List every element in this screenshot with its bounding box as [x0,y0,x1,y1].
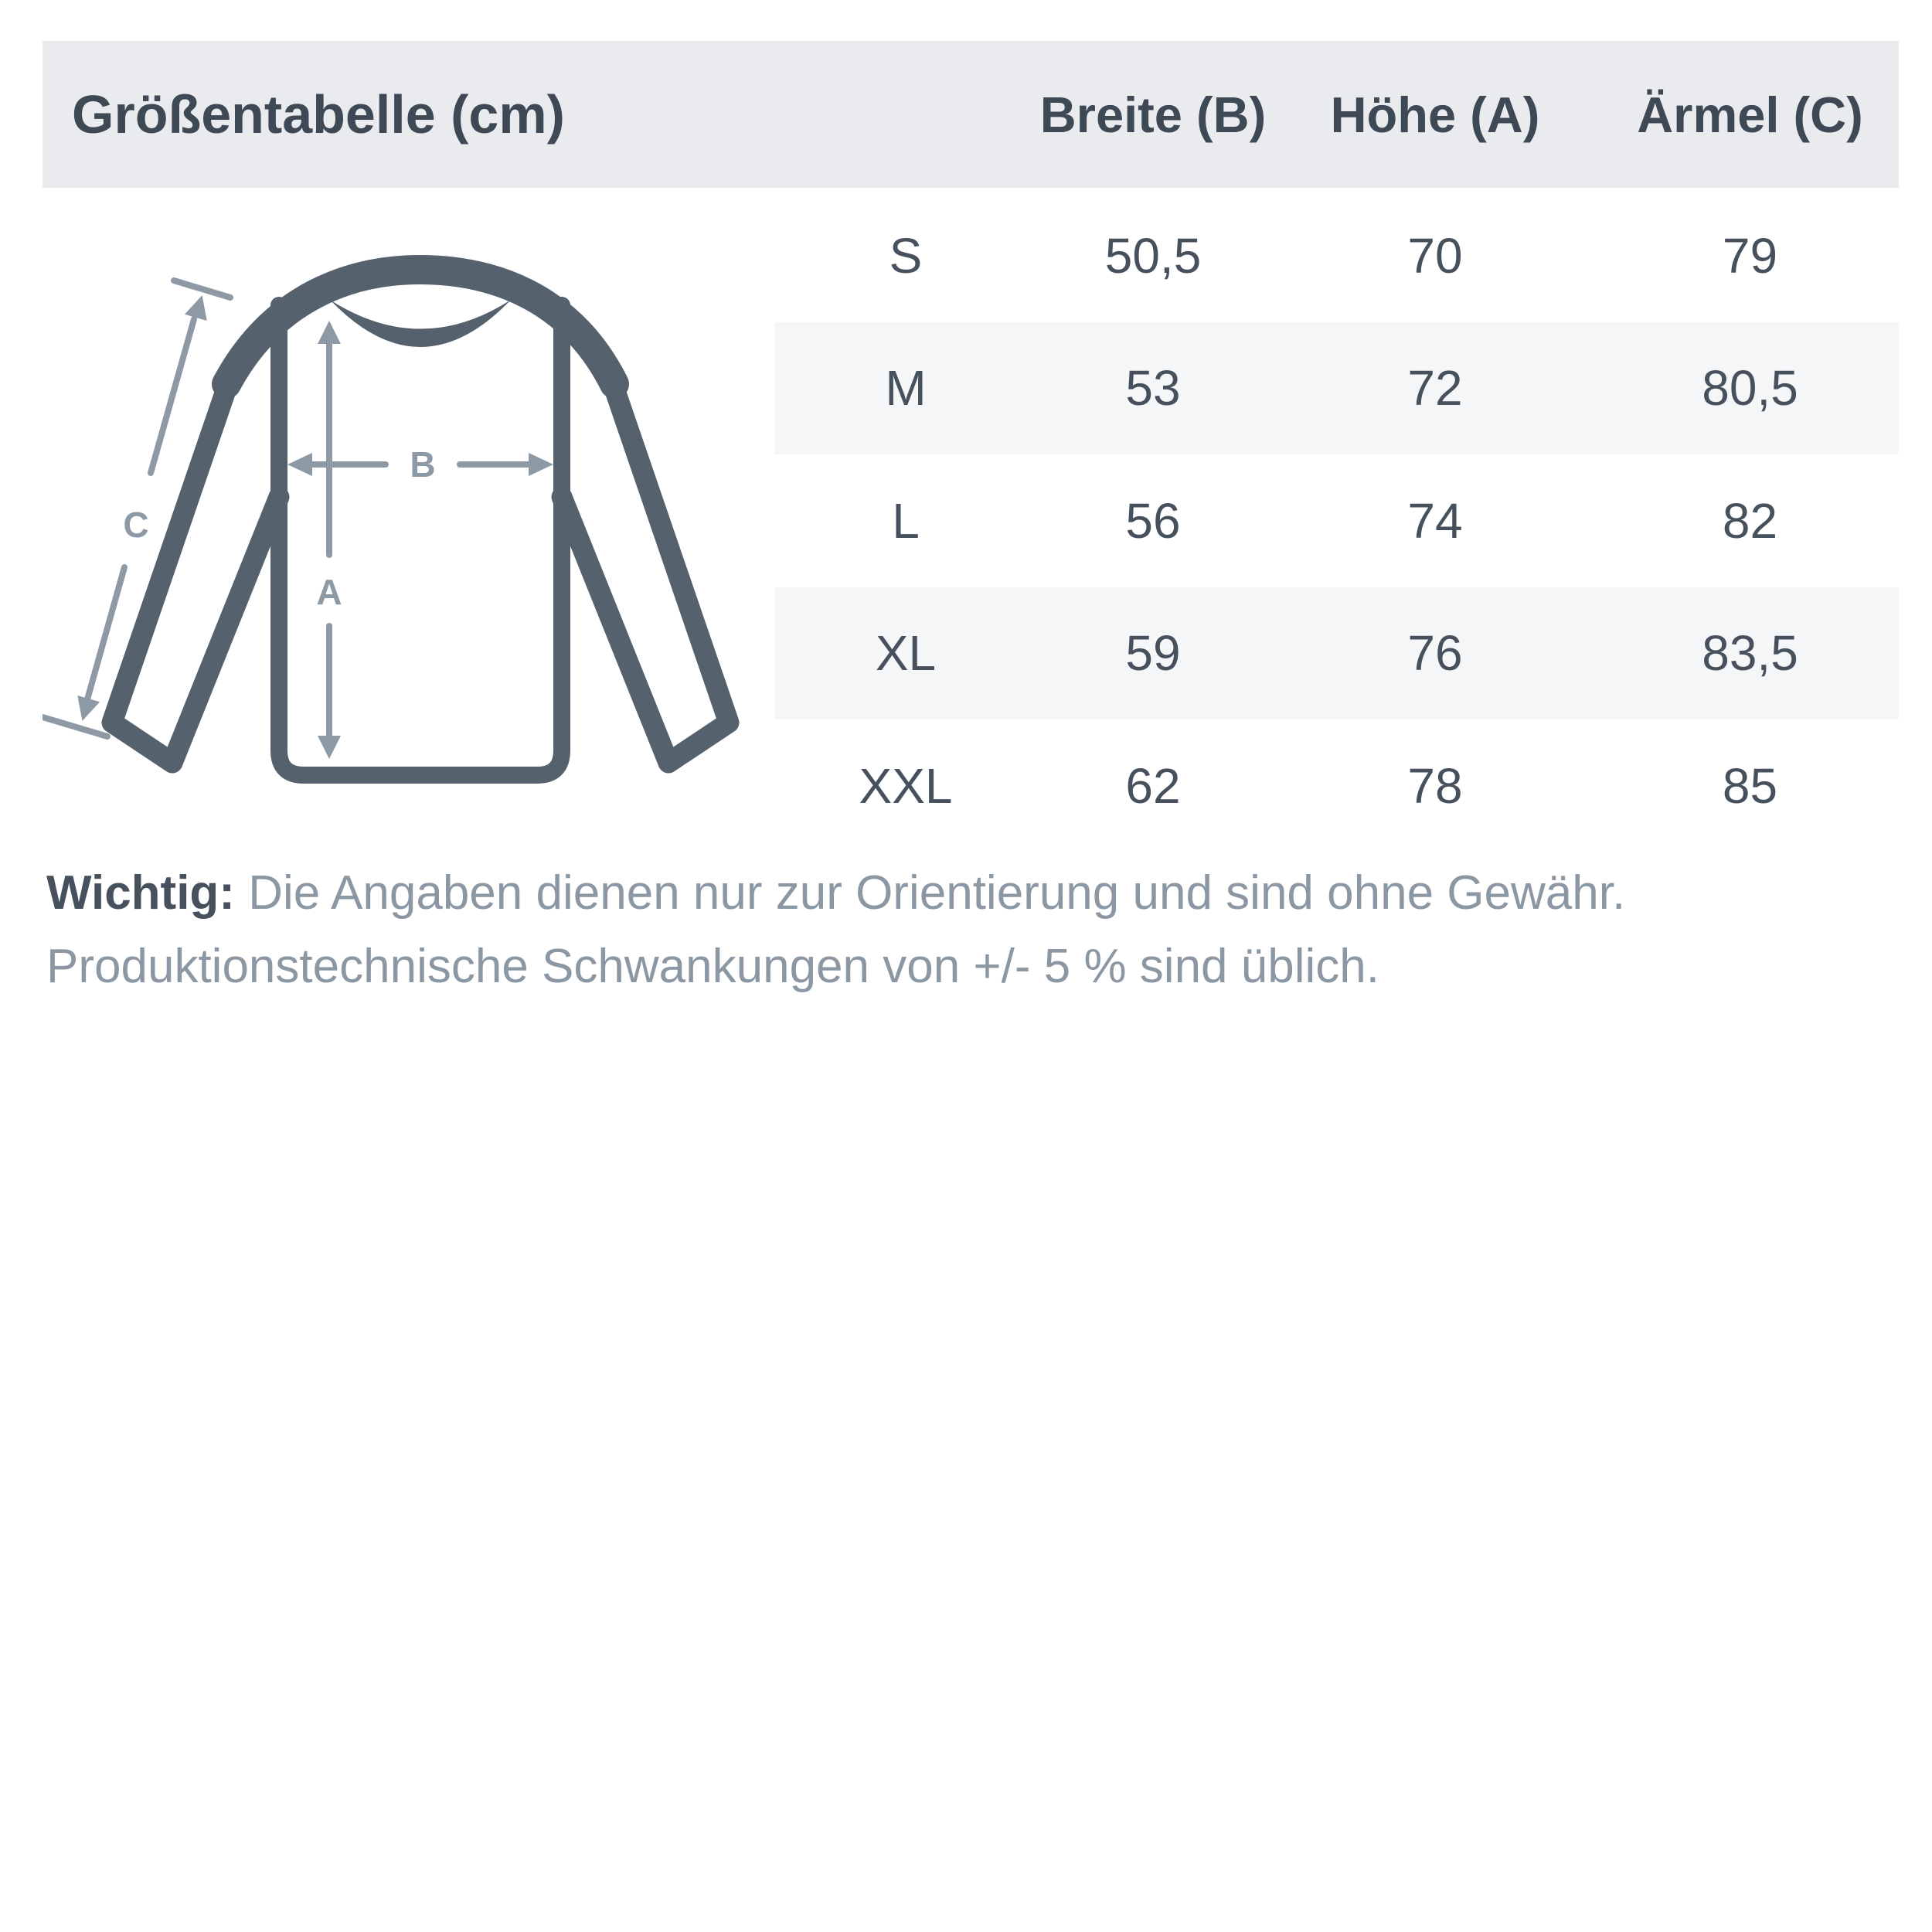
note-line-1 [46,856,1893,930]
arrowhead-c-down [71,696,100,724]
sweater-left-sleeve [112,384,279,763]
breite-value: 56 [1125,492,1181,549]
sweater-measurement-diagram [43,189,777,846]
sweater-body-outline [279,305,562,775]
hoehe-value: 78 [1407,757,1463,814]
measure-label-b: B [410,444,436,485]
note-line-2: Produktionstechnische Schwankungen von +/- 5 % sind üblich. [46,940,1379,993]
arrowhead-a-up [318,321,341,344]
hoehe-value: 76 [1407,625,1463,682]
measure-c-tick [43,717,107,736]
arrowhead-b-right [529,453,553,476]
size-label: L [892,492,920,549]
arrowhead-c-up [185,292,213,321]
aermel-value: 85 [1722,757,1778,814]
breite-value: 62 [1125,757,1181,814]
table-row [774,322,1899,455]
table-row [774,587,1899,720]
sweater-right-sleeve [562,384,729,763]
note-text-1: Die Angaben dienen nur zur Orientierung und sind ohne Gewähr. [248,866,1626,920]
aermel-value: 80,5 [1702,360,1798,417]
note-important-label: Wichtig: [46,866,235,920]
column-headers [774,41,1899,188]
breite-value: 53 [1125,360,1181,417]
column-header-aermel: Ärmel (C) [1637,86,1863,143]
arrowhead-a-down [318,736,341,759]
column-header-hoehe: Höhe (A) [1330,86,1540,143]
measure-label-a: A [316,572,342,612]
breite-value: 50,5 [1104,227,1202,284]
size-label: M [885,360,927,417]
table-row [774,189,1899,322]
breite-value: 59 [1125,625,1181,682]
arrowhead-b-left [287,453,312,476]
header-bar [43,41,1899,188]
aermel-value: 82 [1722,492,1778,549]
measure-c-line [151,319,194,473]
page-title: Größentabelle (cm) [72,84,565,145]
aermel-value: 83,5 [1702,625,1798,682]
size-label: S [889,227,923,284]
measure-label-c: C [123,505,149,545]
sweater-collar [330,300,511,347]
disclaimer-note [46,856,1893,1003]
size-label: XXL [859,757,953,814]
table-row [774,719,1899,852]
hoehe-value: 70 [1407,227,1463,284]
aermel-value: 79 [1722,227,1778,284]
size-label: XL [875,625,937,682]
table-row [774,454,1899,587]
hoehe-value: 72 [1407,360,1463,417]
hoehe-value: 74 [1407,492,1463,549]
column-header-breite: Breite (B) [1039,86,1267,143]
size-table [774,189,1899,852]
measure-c-tick [174,281,230,298]
